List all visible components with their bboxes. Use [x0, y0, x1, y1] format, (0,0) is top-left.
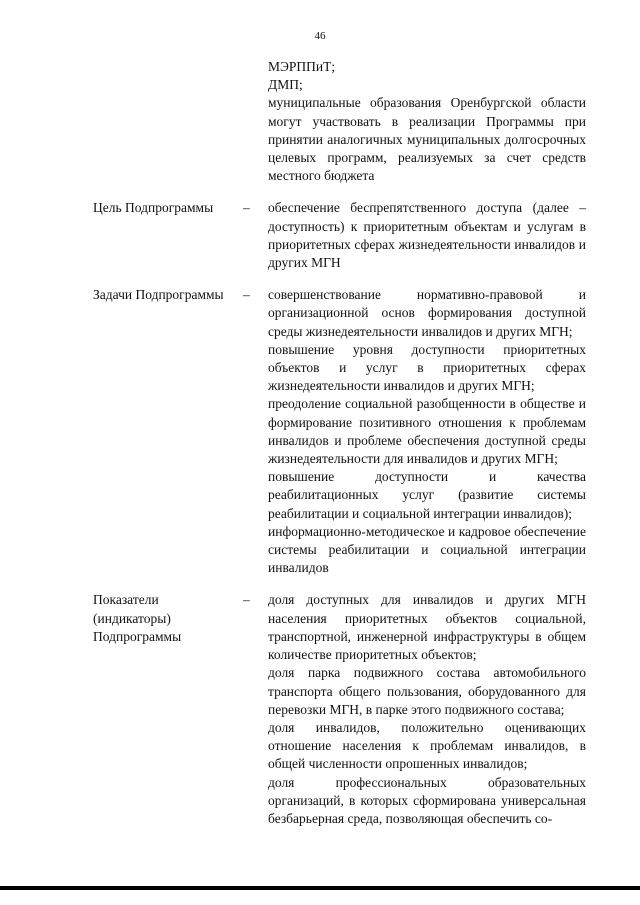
task-item: совершенствование нормативно-правовой и организационной основ формирования доступной среды жизнедеятельности инвалидов и других МГН; — [268, 287, 586, 339]
goal-item: обеспечение беспрепятственного доступа (далее – доступность) к приоритетным объектам и услугам в приоритетных сферах жизнедеятельности инвалидов и других МГН — [268, 200, 586, 271]
goal-label: Цель Подпрограммы — [93, 200, 214, 216]
page-number: 46 — [314, 30, 326, 42]
indicators-content — [268, 591, 586, 828]
indicator-item: доля инвалидов, положительно оценивающих отношение населения к проблемам инвалидов, в общей численности опрошенных инвалидов; — [268, 719, 586, 772]
task-item: повышение уровня доступности приоритетных объектов и услуг в приоритетных сферах жизнедеятельности инвалидов и других МГН; — [268, 341, 586, 394]
task-item: информационно-методическое и кадровое обеспечение системы реабилитации и социальной интеграции инвалидов — [268, 523, 586, 576]
dash: – — [243, 592, 250, 608]
intro-line: МЭРППиТ; — [268, 59, 336, 74]
task-item: преодоление социальной разобщенности в обществе и формирование позитивного отношения к проблемам инвалидов и проблеме обеспечения доступной среды жизнедеятельности для инвалидов и других МГН; — [268, 396, 586, 467]
dash: – — [243, 287, 250, 303]
tasks-row — [0, 286, 640, 577]
tasks-label: Задачи Подпрограммы — [93, 287, 224, 303]
intro-line: ДМП; — [268, 77, 303, 93]
bottom-rule — [0, 886, 640, 890]
indicators-row — [0, 591, 640, 828]
tasks-content — [268, 286, 586, 577]
intro-line: муниципальные образования Оренбургской области могут участвовать в реализации Программы при принятии аналогичных муниципальных долгосрочных целевых программ, реализуемых за счет средств местного бюджета — [268, 95, 586, 184]
goal-content — [268, 199, 586, 272]
task-item: повышение доступности и качества реабилитационных услуг (развитие системы реабилитации и социальной интеграции инвалидов); — [268, 469, 586, 521]
indicator-item: доля парка подвижного состава автомобильного транспорта общего пользования, оборудованного для перевозки МГН, в парке этого подвижного состава; — [268, 665, 586, 717]
indicators-label: Показатели (индикаторы) Подпрограммы — [93, 592, 182, 644]
goal-row — [0, 199, 640, 272]
indicator-item: доля доступных для инвалидов и других МГН населения приоритетных объектов социальной, транспортной, инженерной инфраструктуры в общем количестве приоритетных объектов; — [268, 592, 586, 663]
dash: – — [243, 200, 250, 216]
intro-block — [268, 58, 586, 185]
document-body — [0, 58, 640, 828]
indicator-item: доля профессиональных образовательных организаций, в которых сформирована универсальная безбарьерная среда, позволяющая обеспечить со- — [268, 774, 586, 826]
